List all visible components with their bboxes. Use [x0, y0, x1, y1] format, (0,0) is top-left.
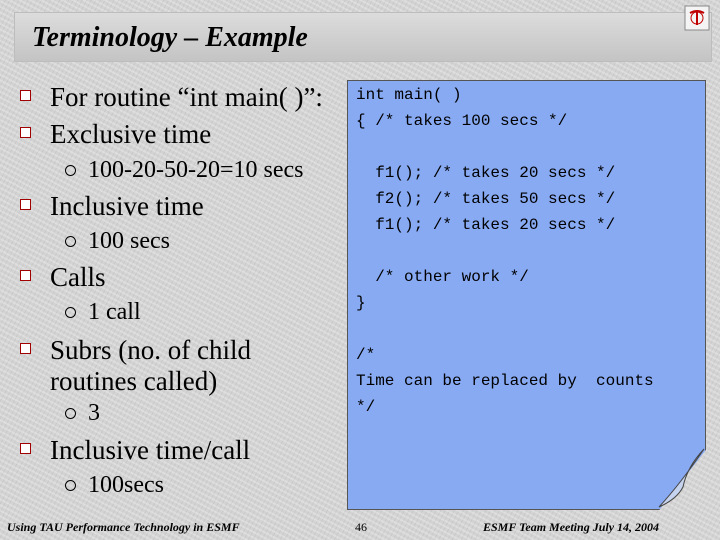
- code-line: /* other work */: [356, 268, 529, 286]
- code-line: Time can be replaced by counts: [356, 372, 654, 390]
- ring-bullet-icon: [65, 165, 76, 176]
- sub-bullet-item: 3: [88, 400, 100, 426]
- ring-bullet-icon: [65, 480, 76, 491]
- code-line: f1(); /* takes 20 secs */: [356, 164, 616, 182]
- slide-title: Terminology – Example: [32, 22, 308, 53]
- page-number: 46: [355, 520, 367, 534]
- code-line: int main( ): [356, 86, 462, 104]
- bullet-item: Inclusive time/call: [50, 435, 251, 465]
- tau-logo-icon: [684, 5, 710, 31]
- page-curl-icon: [657, 447, 705, 509]
- bullet-list: [0, 0, 345, 500]
- footer-left-text: Using TAU Performance Technology in ESMF: [7, 520, 240, 534]
- bullet-item: Exclusive time: [50, 119, 212, 149]
- code-line: /*: [356, 346, 376, 364]
- code-line: f1(); /* takes 20 secs */: [356, 216, 616, 234]
- ring-bullet-icon: [65, 236, 76, 247]
- code-line: */: [356, 398, 376, 416]
- square-bullet-icon: [20, 199, 31, 210]
- bullet-item: Inclusive time: [50, 191, 204, 221]
- sub-bullet-item: 100 secs: [88, 228, 170, 254]
- sub-bullet-item: 1 call: [88, 299, 141, 325]
- bullet-item-continuation: routines called): [50, 366, 218, 396]
- ring-bullet-icon: [65, 307, 76, 318]
- sub-bullet-item: 100-20-50-20=10 secs: [88, 157, 304, 183]
- ring-bullet-icon: [65, 408, 76, 419]
- bullet-item: For routine “int main( )”:: [50, 82, 323, 112]
- bullet-item: Subrs (no. of child: [50, 335, 251, 365]
- code-snippet: [356, 82, 654, 420]
- code-line: }: [356, 294, 366, 312]
- code-line: { /* takes 100 secs */: [356, 112, 568, 130]
- square-bullet-icon: [20, 90, 31, 101]
- square-bullet-icon: [20, 127, 31, 138]
- square-bullet-icon: [20, 270, 31, 281]
- sub-bullet-item: 100secs: [88, 472, 164, 498]
- square-bullet-icon: [20, 343, 31, 354]
- code-line: f2(); /* takes 50 secs */: [356, 190, 616, 208]
- square-bullet-icon: [20, 443, 31, 454]
- footer-right-text: ESMF Team Meeting July 14, 2004: [483, 520, 660, 534]
- bullet-item: Calls: [50, 262, 106, 292]
